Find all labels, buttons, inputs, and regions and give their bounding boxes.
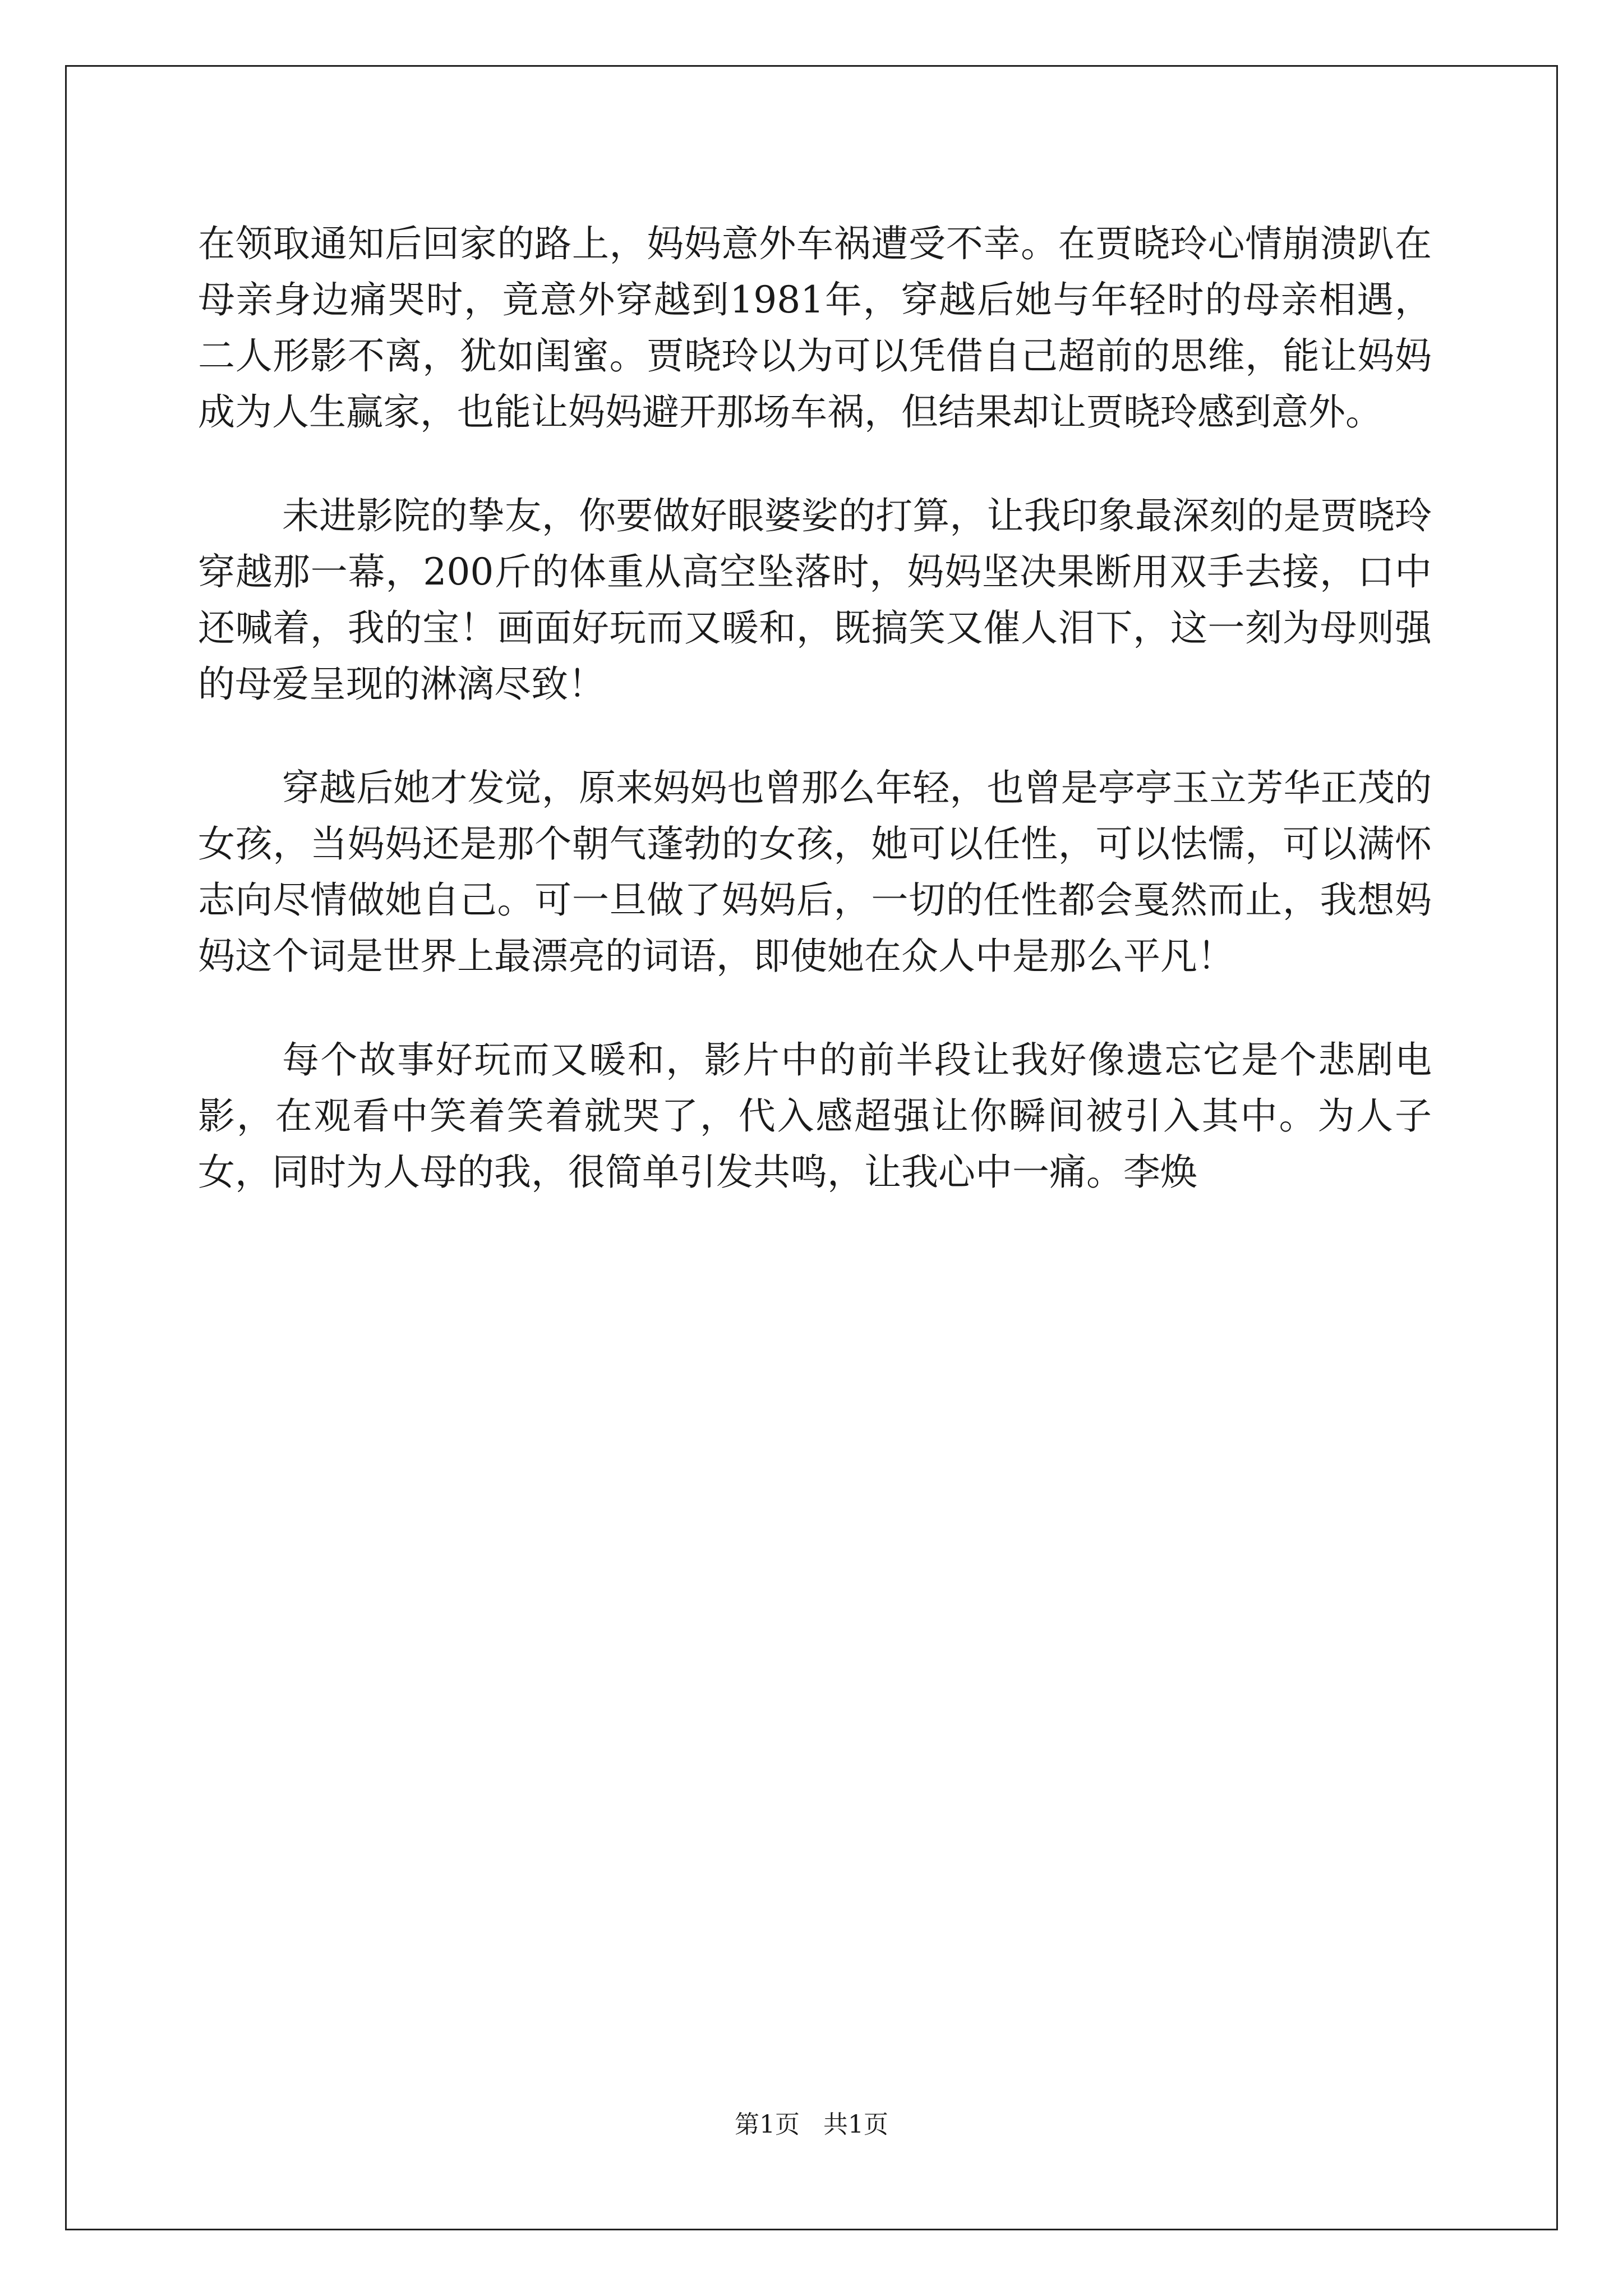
paragraph-4: 每个故事好玩而又暖和，影片中的前半段让我好像遗忘它是个悲剧电影，在观看中笑着笑着就哭了，代入感超强让你瞬间被引入其中。为人子女，同时为人母的我，很简单引发共鸣，让我心中一痛。李焕 bbox=[198, 1038, 1432, 1194]
page-number-footer: 第1页 共1页 bbox=[735, 2110, 888, 2139]
paragraph-2: 未进影院的挚友，你要做好眼婆娑的打算，让我印象最深刻的是贾晓玲穿越那一幕，200斤的体重从高空坠落时，妈妈坚决果断用双手去接，口中还喊着，我的宝！画面好玩而又暖和，既搞笑又催人泪下，这一刻为母则强的母爱呈现的淋漓尽致！ bbox=[198, 494, 1432, 706]
document-body bbox=[198, 216, 1432, 1248]
paragraph-1: 在领取通知后回家的路上，妈妈意外车祸遭受不幸。在贾晓玲心情崩溃趴在母亲身边痛哭时，竟意外穿越到1981年，穿越后她与年轻时的母亲相遇，二人形影不离，犹如闺蜜。贾晓玲以为可以凭借自己超前的思维，能让妈妈成为人生赢家，也能让妈妈避开那场车祸，但结果却让贾晓玲感到意外。 bbox=[198, 222, 1432, 434]
paragraph-3: 穿越后她才发觉，原来妈妈也曾那么年轻，也曾是亭亭玉立芳华正茂的女孩，当妈妈还是那个朝气蓬勃的女孩，她可以任性，可以怯懦，可以满怀志向尽情做她自己。可一旦做了妈妈后，一切的任性都会戛然而止，我想妈妈这个词是世界上最漂亮的词语，即使她在众人中是那么平凡！ bbox=[198, 766, 1432, 978]
